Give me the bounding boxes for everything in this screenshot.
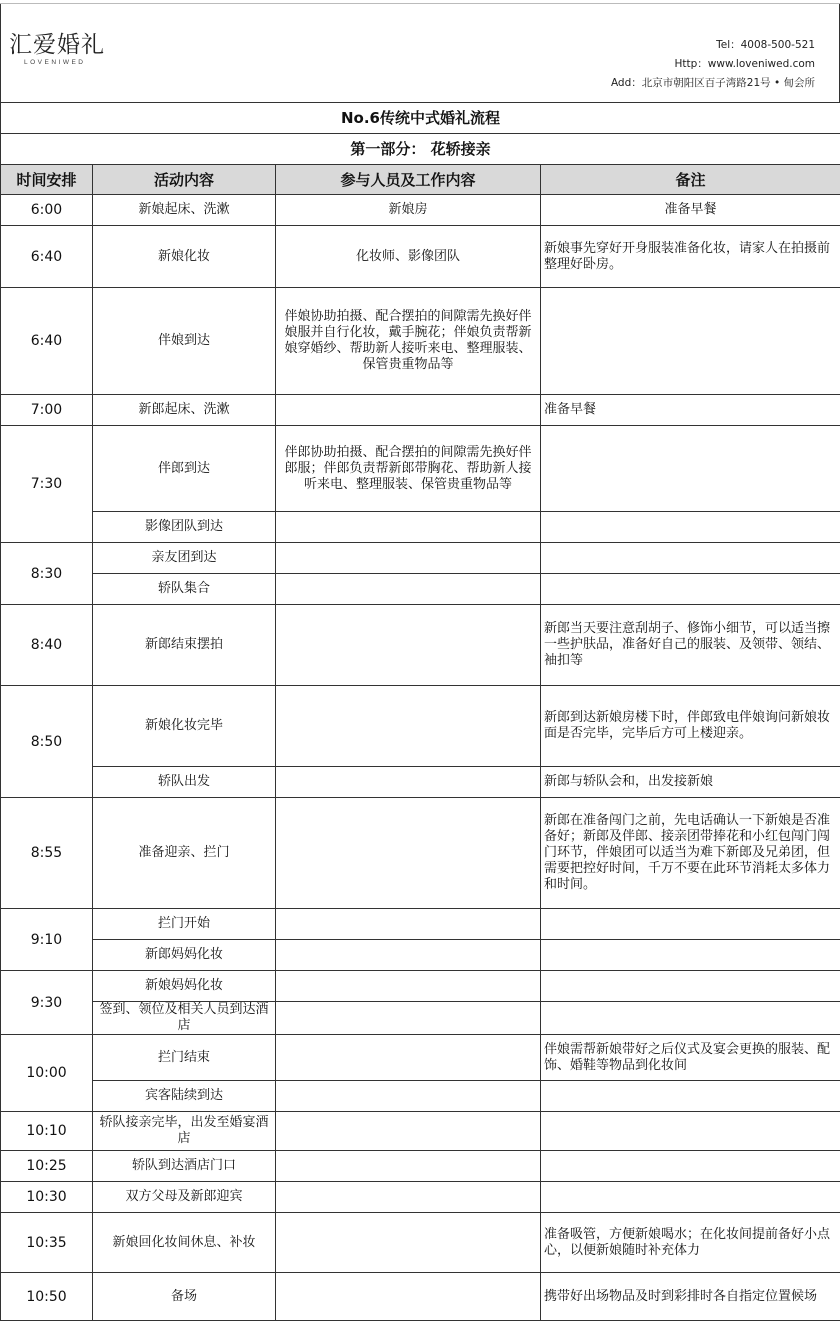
time-cell: 10:10 bbox=[1, 1112, 93, 1151]
activity-cell: 新郎起床、洗漱 bbox=[93, 395, 276, 426]
activity-cell: 新郎妈妈化妆 bbox=[93, 940, 276, 971]
activity-cell: 轿队接亲完毕，出发至婚宴酒店 bbox=[93, 1112, 276, 1151]
activity-cell: 伴郎到达 bbox=[93, 426, 276, 512]
document-header bbox=[0, 4, 840, 102]
table-row bbox=[1, 426, 840, 512]
time-cell: 10:50 bbox=[1, 1273, 93, 1321]
staff-cell bbox=[276, 512, 541, 543]
brand-logo bbox=[9, 32, 105, 66]
staff-cell bbox=[276, 1002, 541, 1035]
brand-name: 汇爱婚礼 bbox=[9, 32, 105, 58]
time-cell: 8:50 bbox=[1, 686, 93, 798]
activity-cell: 宾客陆续到达 bbox=[93, 1081, 276, 1112]
notes-cell bbox=[541, 909, 840, 940]
time-cell: 7:30 bbox=[1, 426, 93, 543]
staff-cell bbox=[276, 971, 541, 1002]
time-cell: 7:00 bbox=[1, 395, 93, 426]
staff-cell bbox=[276, 940, 541, 971]
activity-cell: 准备迎亲、拦门 bbox=[93, 798, 276, 909]
table-row bbox=[1, 909, 840, 940]
notes-cell: 伴娘需帮新娘带好之后仪式及宴会更换的服装、配饰、婚鞋等物品到化妆间 bbox=[541, 1035, 840, 1081]
staff-cell bbox=[276, 909, 541, 940]
time-cell: 9:30 bbox=[1, 971, 93, 1035]
table-row bbox=[1, 798, 840, 909]
table-row bbox=[1, 1151, 840, 1182]
time-cell: 8:40 bbox=[1, 605, 93, 686]
notes-cell bbox=[541, 426, 840, 512]
staff-cell: 新娘房 bbox=[276, 195, 541, 226]
activity-cell: 伴娘到达 bbox=[93, 288, 276, 395]
staff-cell: 化妆师、影像团队 bbox=[276, 226, 541, 288]
notes-cell: 新郎在准备闯门之前，先电话确认一下新娘是否准备好；新郎及伴郎、接亲团带捧花和小红包闯门闯门环节，伴娘团可以适当为难下新郎及兄弟团，但需要把控好时间，千万不要在此环节消耗太多体力和时间。 bbox=[541, 798, 840, 909]
contact-address: Add：北京市朝阳区百子湾路21号 • 甸会所 bbox=[610, 77, 815, 89]
column-header-notes: 备注 bbox=[541, 165, 840, 195]
table-row bbox=[1, 971, 840, 1002]
activity-cell: 新娘起床、洗漱 bbox=[93, 195, 276, 226]
table-row bbox=[1, 195, 840, 226]
table-row bbox=[1, 395, 840, 426]
staff-cell: 伴郎协助拍摄、配合摆拍的间隙需先换好伴郎服；伴郎负责帮新郎带胸花、帮助新人接听来电、整理服装、保管贵重物品等 bbox=[276, 426, 541, 512]
activity-cell: 影像团队到达 bbox=[93, 512, 276, 543]
notes-cell bbox=[541, 1112, 840, 1151]
staff-cell bbox=[276, 1035, 541, 1081]
time-cell: 6:40 bbox=[1, 226, 93, 288]
notes-cell: 携带好出场物品及时到彩排时各自指定位置候场 bbox=[541, 1273, 840, 1321]
schedule-part: 第一部分： 花轿接亲 bbox=[1, 134, 840, 165]
notes-cell: 新娘事先穿好开身服装准备化妆，请家人在拍摄前整理好卧房。 bbox=[541, 226, 840, 288]
time-cell: 6:40 bbox=[1, 288, 93, 395]
activity-cell: 新娘妈妈化妆 bbox=[93, 971, 276, 1002]
table-row bbox=[1, 767, 840, 798]
table-row bbox=[1, 1182, 840, 1213]
notes-cell: 新郎到达新娘房楼下时，伴郎致电伴娘询问新娘妆面是否完毕，完毕后方可上楼迎亲。 bbox=[541, 686, 840, 767]
staff-cell bbox=[276, 1112, 541, 1151]
notes-cell bbox=[541, 512, 840, 543]
staff-cell bbox=[276, 1213, 541, 1273]
activity-cell: 拦门开始 bbox=[93, 909, 276, 940]
time-cell: 10:25 bbox=[1, 1151, 93, 1182]
staff-cell bbox=[276, 798, 541, 909]
column-header-activity: 活动内容 bbox=[93, 165, 276, 195]
table-row bbox=[1, 543, 840, 574]
activity-cell: 亲友团到达 bbox=[93, 543, 276, 574]
time-cell: 10:35 bbox=[1, 1213, 93, 1273]
time-cell: 10:00 bbox=[1, 1035, 93, 1112]
brand-subname: LOVENIWED bbox=[24, 59, 86, 66]
notes-cell bbox=[541, 940, 840, 971]
table-row bbox=[1, 1035, 840, 1081]
column-header-staff: 参与人员及工作内容 bbox=[276, 165, 541, 195]
table-row bbox=[1, 605, 840, 686]
notes-cell bbox=[541, 574, 840, 605]
time-cell: 6:00 bbox=[1, 195, 93, 226]
activity-cell: 轿队集合 bbox=[93, 574, 276, 605]
notes-cell bbox=[541, 543, 840, 574]
notes-cell bbox=[541, 1002, 840, 1035]
staff-cell bbox=[276, 767, 541, 798]
notes-cell bbox=[541, 288, 840, 395]
staff-cell bbox=[276, 543, 541, 574]
notes-cell bbox=[541, 971, 840, 1002]
activity-cell: 拦门结束 bbox=[93, 1035, 276, 1081]
column-header-time: 时间安排 bbox=[1, 165, 93, 195]
table-row bbox=[1, 288, 840, 395]
table-row bbox=[1, 686, 840, 767]
table-row bbox=[1, 1002, 840, 1035]
staff-cell bbox=[276, 1081, 541, 1112]
table-row bbox=[1, 940, 840, 971]
time-cell: 10:30 bbox=[1, 1182, 93, 1213]
schedule-body bbox=[1, 195, 840, 1321]
table-row bbox=[1, 226, 840, 288]
notes-cell: 准备吸管，方便新娘喝水；在化妆间提前备好小点心，以便新娘随时补充体力 bbox=[541, 1213, 840, 1273]
notes-cell: 准备早餐 bbox=[541, 195, 840, 226]
activity-cell: 备场 bbox=[93, 1273, 276, 1321]
notes-cell: 准备早餐 bbox=[541, 395, 840, 426]
staff-cell bbox=[276, 574, 541, 605]
table-row bbox=[1, 1213, 840, 1273]
staff-cell bbox=[276, 605, 541, 686]
time-cell: 9:10 bbox=[1, 909, 93, 971]
activity-cell: 新娘化妆 bbox=[93, 226, 276, 288]
time-cell: 8:30 bbox=[1, 543, 93, 605]
table-row bbox=[1, 574, 840, 605]
notes-cell bbox=[541, 1081, 840, 1112]
activity-cell: 新娘回化妆间休息、补妆 bbox=[93, 1213, 276, 1273]
activity-cell: 签到、领位及相关人员到达酒店 bbox=[93, 1002, 276, 1035]
contact-info bbox=[611, 36, 815, 93]
activity-cell: 新郎结束摆拍 bbox=[93, 605, 276, 686]
table-row bbox=[1, 1112, 840, 1151]
notes-cell: 新郎当天要注意刮胡子、修饰小细节，可以适当擦一些护肤品，准备好自己的服装、及领带、领结、袖扣等 bbox=[541, 605, 840, 686]
wedding-schedule-table bbox=[0, 102, 840, 1321]
staff-cell bbox=[276, 686, 541, 767]
contact-tel: Tel：4008-500-521 bbox=[716, 39, 815, 51]
schedule-title: No.6传统中式婚礼流程 bbox=[1, 103, 840, 134]
activity-cell: 轿队出发 bbox=[93, 767, 276, 798]
activity-cell: 双方父母及新郎迎宾 bbox=[93, 1182, 276, 1213]
contact-http: Http：www.loveniwed.com bbox=[674, 58, 815, 70]
notes-cell: 新郎与轿队会和，出发接新娘 bbox=[541, 767, 840, 798]
activity-cell: 轿队到达酒店门口 bbox=[93, 1151, 276, 1182]
staff-cell bbox=[276, 1151, 541, 1182]
table-row bbox=[1, 512, 840, 543]
time-cell: 8:55 bbox=[1, 798, 93, 909]
notes-cell bbox=[541, 1151, 840, 1182]
staff-cell bbox=[276, 1273, 541, 1321]
notes-cell bbox=[541, 1182, 840, 1213]
table-row bbox=[1, 1273, 840, 1321]
table-row bbox=[1, 1081, 840, 1112]
staff-cell bbox=[276, 1182, 541, 1213]
activity-cell: 新娘化妆完毕 bbox=[93, 686, 276, 767]
staff-cell: 伴娘协助拍摄、配合摆拍的间隙需先换好伴娘服并自行化妆，戴手腕花；伴娘负责帮新娘穿婚纱、帮助新人接听来电、整理服装、保管贵重物品等 bbox=[276, 288, 541, 395]
staff-cell bbox=[276, 395, 541, 426]
